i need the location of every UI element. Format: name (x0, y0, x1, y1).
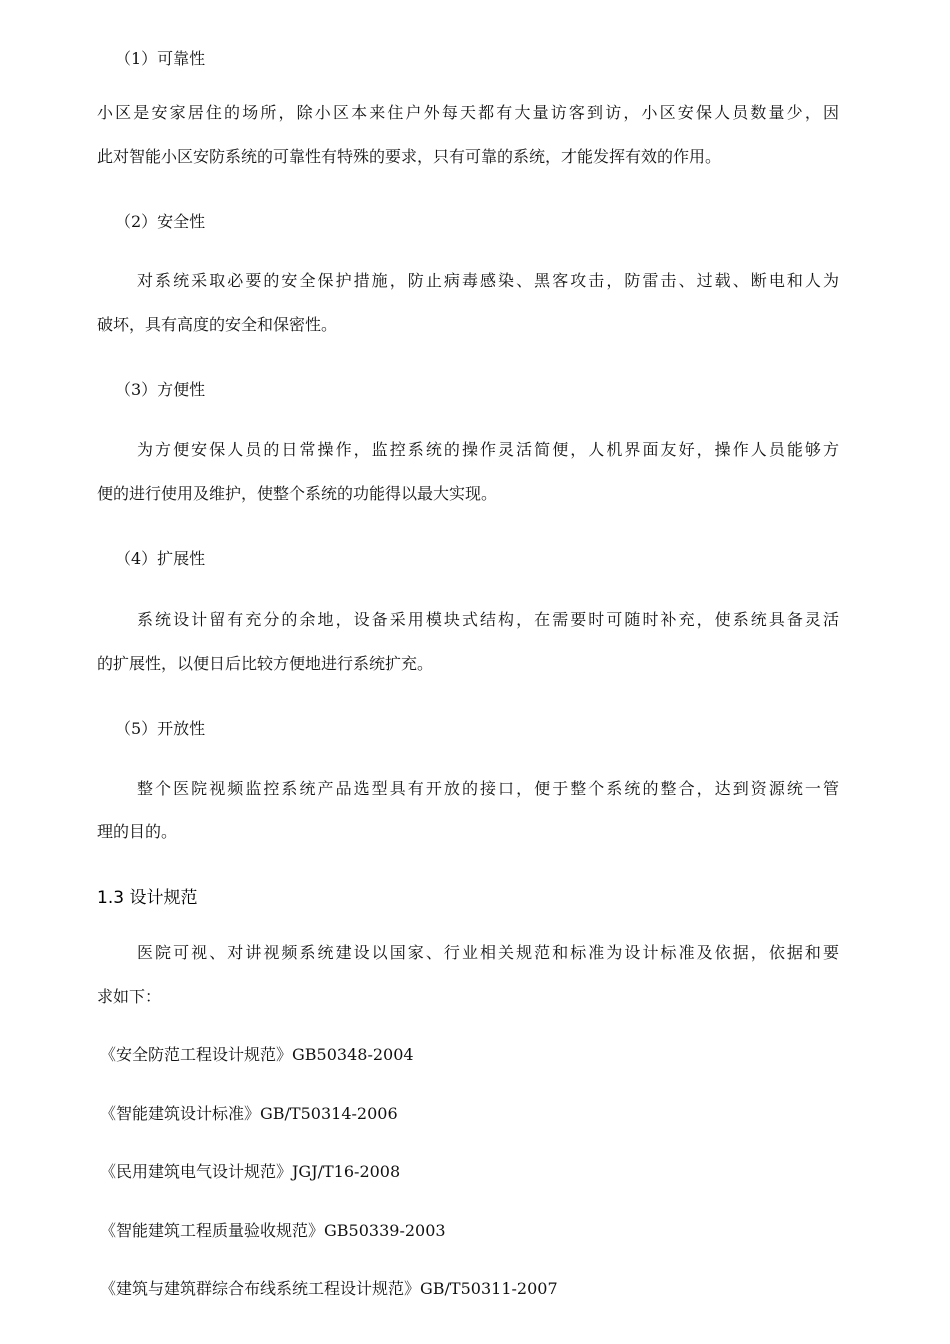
paragraph-design-spec-line-1: 医院可视、对讲视频系统建设以国家、行业相关规范和标准为设计标准及依据，依据和要 (137, 943, 839, 962)
paragraph-reliability-line-2: 此对智能小区安防系统的可靠性有特殊的要求，只有可靠的系统，才能发挥有效的作用。 (97, 147, 722, 166)
paragraph-reliability-line-1: 小区是安家居住的场所，除小区本来住户外每天都有大量访客到访，小区安保人员数量少，因 (97, 103, 839, 122)
paragraph-convenience-line-1: 为方便安保人员的日常操作，监控系统的操作灵活简便，人机界面友好，操作人员能够方 (137, 440, 839, 459)
standard-item: 《智能建筑工程质量验收规范》GB50339-2003 (100, 1221, 446, 1240)
paragraph-security-line-2: 破坏，具有高度的安全和保密性。 (97, 315, 338, 334)
paragraph-convenience-line-2: 便的进行使用及维护，使整个系统的功能得以最大实现。 (97, 484, 498, 503)
paragraph-extensibility-line-1: 系统设计留有充分的余地，设备采用模块式结构，在需要时可随时补充，使系统具备灵活 (137, 610, 839, 629)
paragraph-security-line-1: 对系统采取必要的安全保护措施，防止病毒感染、黑客攻击，防雷击、过载、断电和人为 (137, 271, 839, 290)
section-heading-extensibility: （4）扩展性 (115, 549, 206, 568)
standard-item: 《建筑与建筑群综合布线系统工程设计规范》GB/T50311-2007 (100, 1279, 558, 1298)
paragraph-extensibility-line-2: 的扩展性，以便日后比较方便地进行系统扩充。 (97, 654, 434, 673)
standard-item: 《智能建筑设计标准》GB/T50314-2006 (100, 1104, 398, 1123)
paragraph-design-spec-line-2: 求如下： (97, 987, 162, 1006)
section-heading-security: （2）安全性 (115, 212, 206, 231)
section-title-design-spec: 1.3 设计规范 (97, 888, 198, 908)
standard-item: 《民用建筑电气设计规范》JGJ/T16-2008 (100, 1162, 401, 1181)
section-heading-reliability: （1）可靠性 (115, 49, 206, 68)
paragraph-openness-line-1: 整个医院视频监控系统产品选型具有开放的接口，便于整个系统的整合，达到资源统一管 (137, 779, 839, 798)
section-heading-convenience: （3）方便性 (115, 380, 206, 399)
standard-item: 《安全防范工程设计规范》GB50348-2004 (100, 1045, 414, 1064)
paragraph-openness-line-2: 理的目的。 (97, 822, 178, 841)
section-heading-openness: （5）开放性 (115, 719, 206, 738)
